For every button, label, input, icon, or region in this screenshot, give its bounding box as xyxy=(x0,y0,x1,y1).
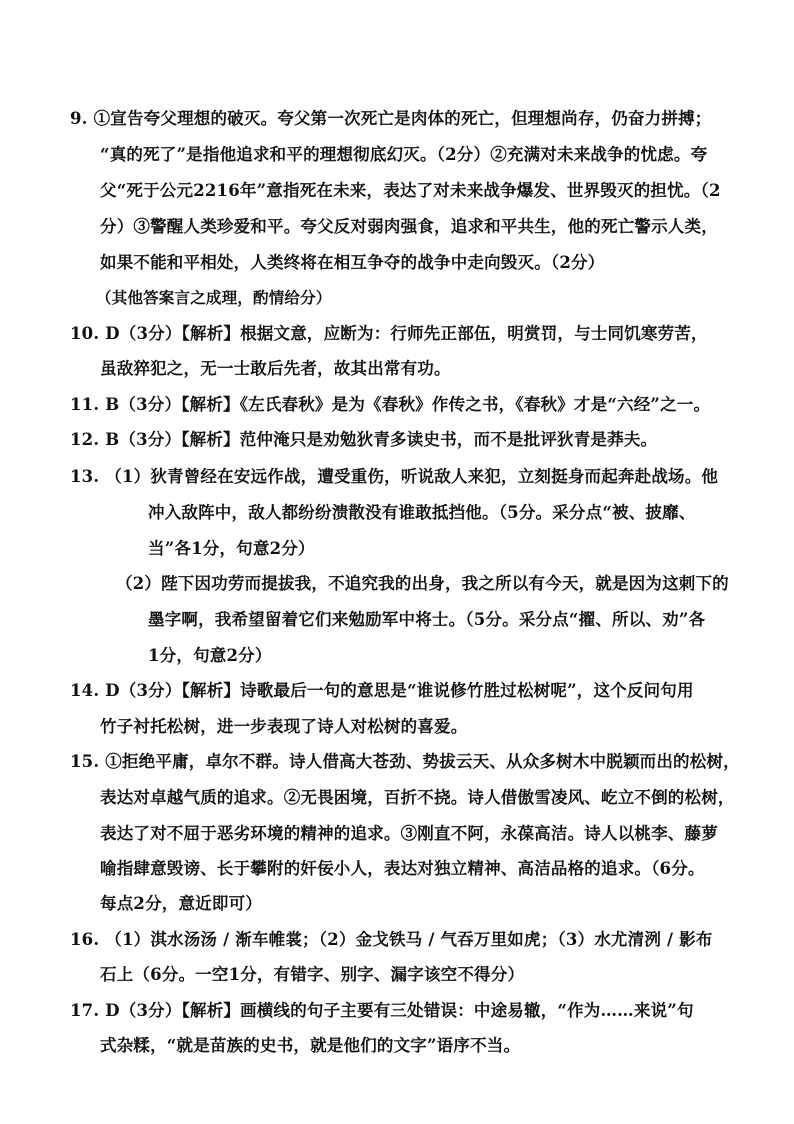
answer-15-line-5: 每点2分，意近即可） xyxy=(100,894,262,913)
answer-14-line-2: 竹子衬托松树，进一步表现了诗人对松树的喜爱。 xyxy=(100,717,468,736)
answer-10-line-2: 虽敌猝犯之，无一士敢后先者，故其出常有功。 xyxy=(100,359,451,378)
answer-13-line-4: （2）陛下因功劳而提拔我，不追究我的出身，我之所以有今天，就是因为这刺下的 xyxy=(116,574,729,593)
answer-13-line-6: 1分，句意2分） xyxy=(148,646,272,665)
answer-13-line-1: 13. （1）狄青曾经在安远作战，遭受重伤，听说敌人来犯，立刻挺身而起奔赴战场。他 xyxy=(70,467,719,486)
answer-10-line-1: 10. D（3分）【解析】根据文意，应断为：行师先正部伍，明赏罚，与士同饥寒劳苦， xyxy=(70,324,708,343)
answer-9-line-1: 9. ①宣告夸父理想的破灭。夸父第一次死亡是肉体的死亡，但理想尚存，仍奋力拼搏； xyxy=(70,109,712,128)
answer-9-line-4: 分）③警醒人类珍爱和平。夸父反对弱肉强食，追求和平共生，他的死亡警示人类， xyxy=(100,217,718,236)
answer-9-line-3: 父“死于公元2216年”意指死在未来，表达了对未来战争爆发、世界毁灭的担忧。（2 xyxy=(100,181,721,200)
answer-17-line-2: 式杂糅，“就是苗族的史书，就是他们的文字”语序不当。 xyxy=(100,1036,521,1055)
answer-14-line-1: 14. D（3分）【解析】诗歌最后一句的意思是“谁说修竹胜过松树呢”，这个反问句用 xyxy=(70,681,694,700)
answer-13-line-5: 墨字啊，我希望留着它们来勉励军中将士。（5分。采分点“擢、所以、劝”各 xyxy=(148,610,706,629)
answer-16-line-2: 石上（6分。一空1分，有错字、别字、漏字该空不得分） xyxy=(100,965,525,984)
answer-9-line-5: 如果不能和平相处，人类终将在相互争夺的战争中走向毁灭。（2分） xyxy=(100,253,605,272)
answer-11-line-1: 11. B（3分）【解析】《左氏春秋》是为《春秋》作传之书，《春秋》才是“六经”之一。 xyxy=(70,395,711,414)
answer-9-line-2: “真的死了”是指他追求和平的理想彻底幻灭。（2分）②充满对未来战争的忧虑。夸 xyxy=(100,145,708,164)
answer-15-line-1: 15. ①拒绝平庸，卓尔不群。诗人借高大苍劲、势拔云天、从众多树木中脱颖而出的松树， xyxy=(70,752,740,771)
answer-9-note: （其他答案言之成理，酌情给分） xyxy=(96,288,332,307)
answer-16-line-1: 16. （1）淇水汤汤 / 渐车帷裳；（2）金戈铁马 / 气吞万里如虎；（3）水尤清洌 / 影布 xyxy=(70,930,713,949)
answer-15-line-2: 表达对卓越气质的追求。②无畏困境，百折不挠。诗人借傲雪凌风、屹立不倒的松树， xyxy=(100,788,735,807)
answer-15-line-3: 表达了对不屈于恶劣环境的精神的追求。③刚直不阿，永葆高洁。诗人以桃李、藤萝 xyxy=(100,824,718,843)
answer-12-line-1: 12. B（3分）【解析】范仲淹只是劝勉狄青多读史书，而不是批评狄青是莽夫。 xyxy=(70,430,658,449)
answer-13-line-3: 当”各1分，句意2分） xyxy=(148,539,315,558)
answer-15-line-4: 喻指肆意毁谤、长于攀附的奸佞小人，表达对独立精神、高洁品格的追求。（6分。 xyxy=(100,859,705,878)
answer-13-line-2: 冲入敌阵中，敌人都纷纷溃散没有谁敢抵挡他。（5分。采分点“被、披靡、 xyxy=(148,503,696,522)
answer-17-line-1: 17. D（3分）【解析】画横线的句子主要有三处错误：中途易辙，“作为……来说”句 xyxy=(70,1001,694,1020)
